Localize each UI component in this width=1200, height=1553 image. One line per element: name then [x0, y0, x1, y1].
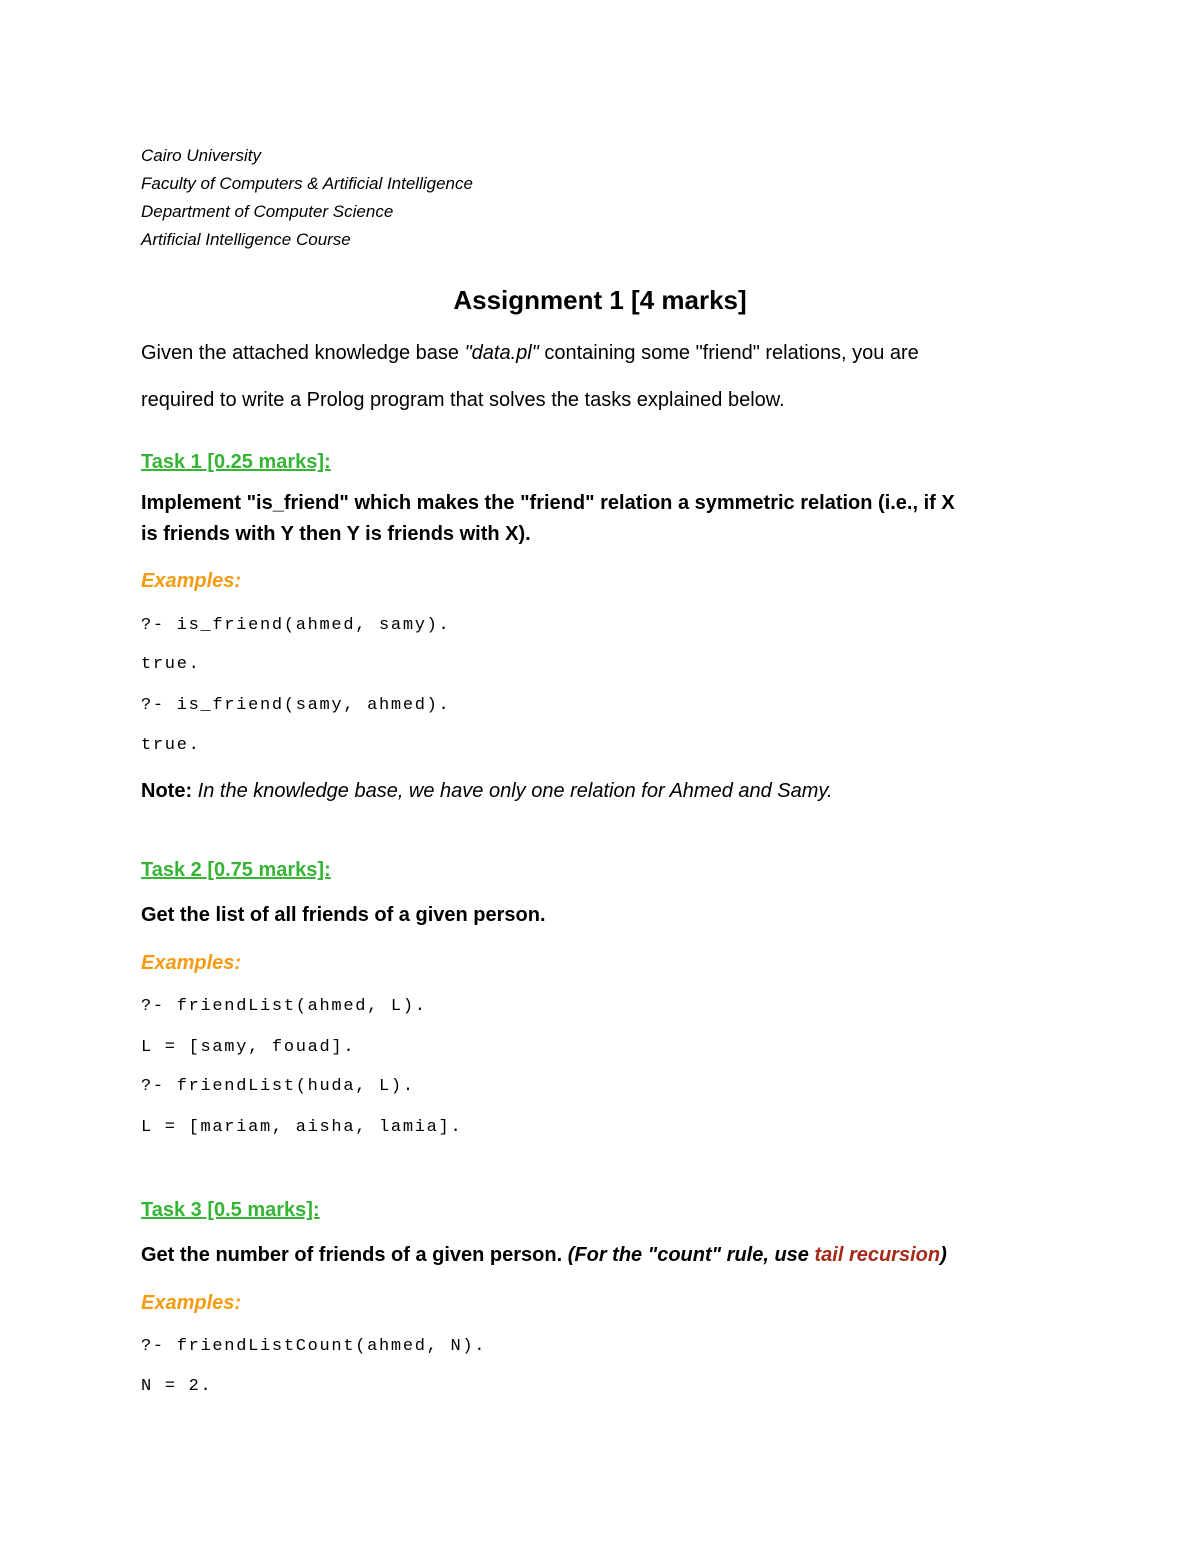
intro-line-1-after: containing some "friend" relations, you are	[538, 342, 919, 364]
task-1-code-line-4: true.	[141, 736, 201, 755]
task-3-desc-highlight: tail recursion	[814, 1244, 941, 1266]
page-title: Assignment 1 [4 marks]	[453, 285, 747, 315]
task-2-examples-label: Examples:	[141, 952, 242, 974]
intro-line-2: required to write a Prolog program that solves the tasks explained below.	[141, 389, 785, 411]
task-2-code-line-4: L = [mariam, aisha, lamia].	[141, 1118, 463, 1137]
task-1-note-text: In the knowledge base, we have only one relation for Ahmed and Samy.	[192, 780, 833, 802]
header-university: Cairo University	[141, 146, 261, 165]
task-1-note	[141, 778, 833, 804]
task-1-code-line-1: ?- is_friend(ahmed, samy).	[141, 616, 451, 635]
task-3-desc	[141, 1240, 947, 1271]
header-faculty: Faculty of Computers & Artificial Intelligence	[141, 174, 473, 193]
task-3-desc-main: Get the number of friends of a given person.	[141, 1244, 568, 1266]
header-course: Artificial Intelligence Course	[141, 230, 351, 249]
task-1-desc-line-2: is friends with Y then Y is friends with X).	[141, 523, 531, 545]
task-1-note-label: Note:	[141, 780, 193, 802]
intro-file-name: "data.pl"	[464, 342, 539, 364]
intro-line-1-before: Given the attached knowledge base	[141, 342, 465, 364]
task-2-desc-line-1: Get the list of all friends of a given person.	[141, 904, 546, 926]
header-department: Department of Computer Science	[141, 202, 394, 221]
task-3-code-line-2: N = 2.	[141, 1377, 213, 1396]
task-1-examples-label: Examples:	[141, 570, 242, 592]
task-1-code-line-2: true.	[141, 655, 201, 674]
task-3-examples-label: Examples:	[141, 1292, 242, 1314]
task-1-heading: Task 1 [0.25 marks]:	[141, 451, 331, 473]
task-3-desc-paren-open: (For the "count" rule, use	[567, 1244, 815, 1266]
task-1-desc-line-1: Implement "is_friend" which makes the "friend" relation a symmetric relation (i.e., if X	[141, 492, 955, 514]
task-2-heading: Task 2 [0.75 marks]:	[141, 859, 331, 881]
intro-line-1	[141, 340, 919, 366]
task-2-code-line-2: L = [samy, fouad].	[141, 1038, 356, 1057]
task-1-code-line-3: ?- is_friend(samy, ahmed).	[141, 696, 451, 715]
task-3-heading: Task 3 [0.5 marks]:	[141, 1199, 320, 1221]
task-3-code-line-1: ?- friendListCount(ahmed, N).	[141, 1337, 487, 1356]
task-3-desc-paren-close: )	[940, 1244, 947, 1266]
task-2-code-line-1: ?- friendList(ahmed, L).	[141, 997, 427, 1016]
task-2-code-line-3: ?- friendList(huda, L).	[141, 1077, 415, 1096]
